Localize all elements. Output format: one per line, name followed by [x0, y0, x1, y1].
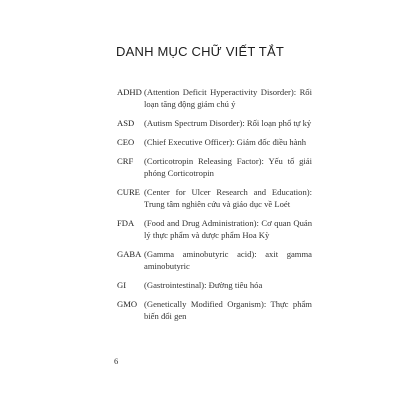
abbreviation-code: GI — [117, 280, 127, 290]
abbreviation-entry — [117, 217, 312, 241]
abbreviation-entry — [117, 186, 312, 210]
abbreviation-entry — [117, 248, 312, 272]
abbreviation-description: (Gastrointestinal): Đường tiêu hóa — [144, 280, 263, 290]
abbreviation-code: ASD — [117, 118, 135, 128]
abbreviation-description: (Gamma aminobutyric acid): axit gamma aminobutyric — [144, 249, 312, 271]
abbreviation-code: CURE — [117, 187, 140, 197]
abbreviation-code: ADHD — [117, 87, 142, 97]
abbreviation-code: FDA — [117, 218, 135, 228]
abbreviation-entry — [117, 117, 312, 129]
abbreviation-code: GABA — [117, 249, 142, 259]
abbreviation-code: CEO — [117, 137, 135, 147]
abbreviation-description: (Chief Executive Officer): Giám đốc điều hành — [144, 137, 307, 147]
abbreviation-entry — [117, 136, 312, 148]
abbreviation-entry — [117, 279, 312, 291]
abbreviation-entry — [117, 155, 312, 179]
abbreviation-description: (Center for Ulcer Research and Education): Trung tâm nghiên cứu và giáo dục về Loét — [144, 187, 312, 209]
page-title: DANH MỤC CHỮ VIẾT TẮT — [116, 44, 284, 59]
abbreviation-list — [117, 86, 312, 329]
abbreviation-description: (Food and Drug Administration): Cơ quan Quản lý thực phẩm và dược phẩm Hoa Kỳ — [144, 218, 312, 240]
page-number: 6 — [114, 356, 119, 366]
abbreviation-description: (Corticotropin Releasing Factor): Yếu tố giải phóng Corticotropin — [144, 156, 312, 178]
abbreviation-description: (Autism Spectrum Disorder): Rối loạn phổ tự kỷ — [144, 118, 312, 128]
abbreviation-description: (Attention Deficit Hyperactivity Disorder): Rối loạn tăng động giảm chú ý — [144, 87, 312, 109]
abbreviation-entry — [117, 298, 312, 322]
abbreviation-code: GMO — [117, 299, 138, 309]
abbreviation-description: (Genetically Modified Organism): Thực phẩm biến đổi gen — [144, 299, 312, 321]
abbreviation-code: CRF — [117, 156, 134, 166]
abbreviation-entry — [117, 86, 312, 110]
